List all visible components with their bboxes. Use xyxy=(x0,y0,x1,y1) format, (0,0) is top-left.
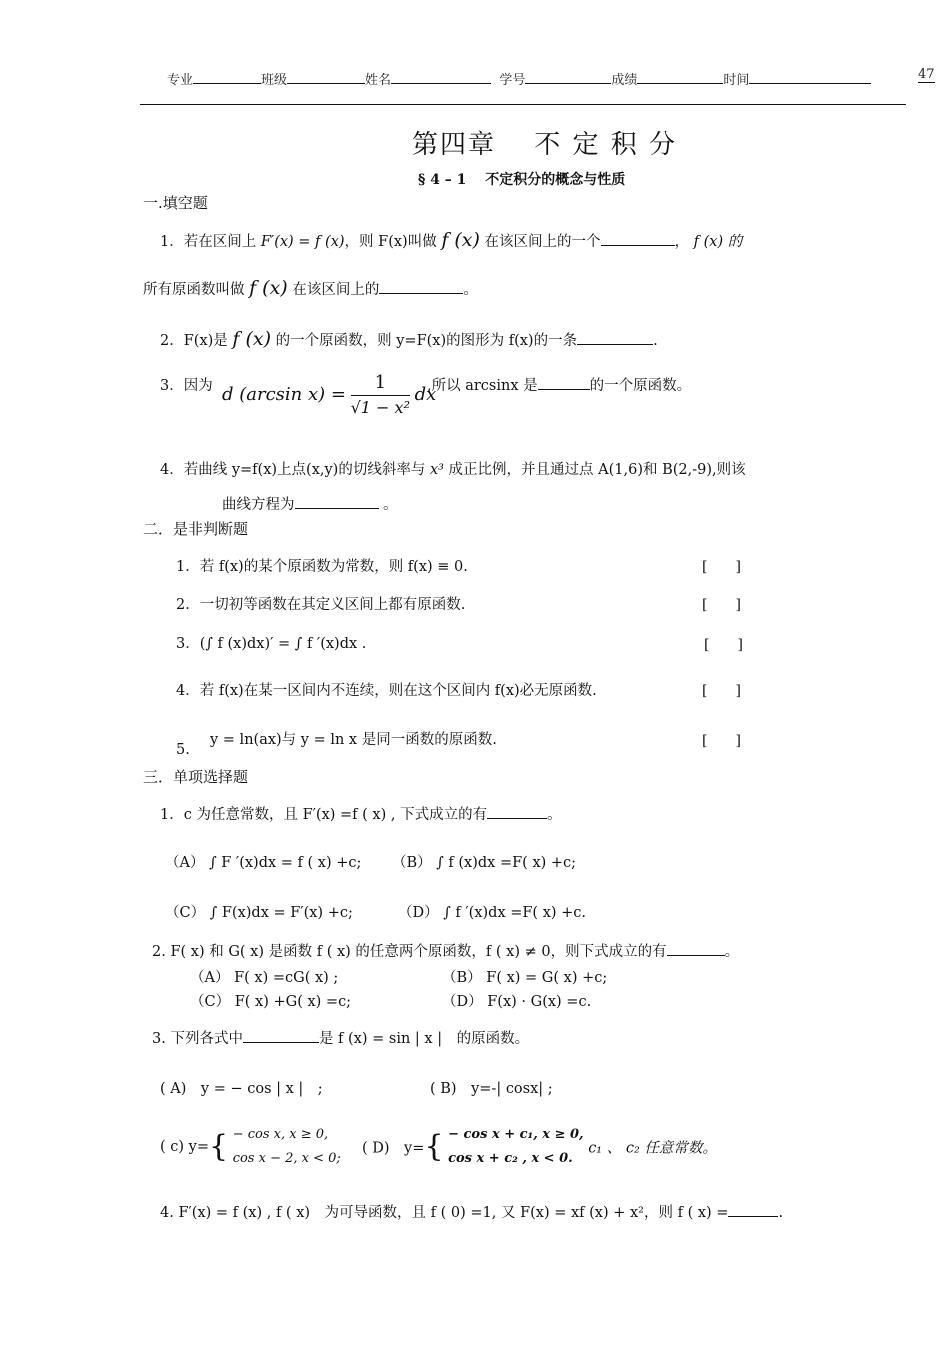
choice-q3-d-tail: c₁ 、 c₂ 任意常数。 xyxy=(588,1140,717,1157)
q3-numerator: 1 xyxy=(351,372,410,396)
fill-question-1-line2 xyxy=(143,277,478,299)
blank-score[interactable] xyxy=(637,69,723,84)
blank-major[interactable] xyxy=(193,69,261,84)
q4-text-b: 成正比例，并且通过点 A(1,6)和 B(2,-9),则该 xyxy=(448,462,746,478)
blank-class[interactable] xyxy=(287,69,365,84)
q2-text-a: 2．F(x)是 xyxy=(160,333,228,349)
section-title: § 4 – 1 不定积分的概念与性质 xyxy=(418,172,626,188)
choice-q1-option-d[interactable]: （D） ∫ f ′(x)dx =F( x) +c. xyxy=(398,905,587,921)
part3-heading: 三．单项选择题 xyxy=(143,768,249,786)
left-brace-icon: { xyxy=(424,1129,444,1164)
q3-text-c: 的一个原函数。 xyxy=(589,378,692,394)
label-major: 专业 xyxy=(167,73,194,88)
q3-lhs: d (arcsin x) = xyxy=(222,384,346,405)
q1-text-e: f (x) 的 xyxy=(693,234,743,250)
judge-item-1: 1．若 f(x)的某个原函数为常数，则 f(x) ≡ 0. xyxy=(176,559,468,575)
blank-name[interactable] xyxy=(391,69,491,84)
judge-bracket-1[interactable]: [ ] xyxy=(702,559,741,575)
q3-fraction xyxy=(351,372,410,417)
choice-q2-end: 。 xyxy=(724,944,740,960)
q1-line2-fx: f (x) xyxy=(249,277,288,299)
q1-text-c: 在该区间上的一个 xyxy=(484,234,601,250)
q2-text-b: 的一个原函数，则 y=F(x)的图形为 f(x)的一条 xyxy=(275,333,578,349)
choice-q1-option-c[interactable]: （C） ∫ F(x)dx = F′(x) +c; xyxy=(165,905,353,921)
choice-q3-option-d[interactable] xyxy=(362,1123,717,1171)
choice-q3-option-a[interactable]: ( A) y = − cos | x | ; xyxy=(160,1081,323,1097)
q1-text-a: 1．若在区间上 xyxy=(160,234,257,250)
judge-bracket-2[interactable]: [ ] xyxy=(702,597,741,613)
choice-question-1 xyxy=(160,803,562,824)
choice-q3-c-case2: cos x − 2, x < 0; xyxy=(232,1151,341,1166)
fill-question-4 xyxy=(160,458,746,479)
choice-q3-text-a: 3. 下列各式中 xyxy=(152,1031,243,1047)
q3-text-b: ,所以 arcsinx 是 xyxy=(427,378,538,394)
q2-blank[interactable] xyxy=(577,330,653,345)
fill-question-3-label: 3．因为 xyxy=(160,378,213,394)
q4-x3: x³ xyxy=(429,462,444,478)
part1-heading: 一.填空题 xyxy=(143,194,208,212)
choice-q1-blank[interactable] xyxy=(487,804,547,819)
q1-fx: f (x) xyxy=(441,229,480,251)
judge-bracket-4[interactable]: [ ] xyxy=(702,683,741,699)
q4-text-a: 4．若曲线 y=f(x)上点(x,y)的切线斜率与 xyxy=(160,462,426,478)
q3-blank[interactable] xyxy=(538,375,590,390)
fill-question-3-formula xyxy=(222,372,436,417)
judge-item-5: y = ln(ax)与 y = ln x 是同一函数的原函数. xyxy=(210,732,497,748)
choice-question-4 xyxy=(160,1201,783,1222)
fill-question-2 xyxy=(160,328,658,350)
q1-line2-b: 在该区间上的 xyxy=(292,282,380,298)
q3-denominator: √1 − x² xyxy=(350,398,410,417)
q4-blank[interactable] xyxy=(295,494,379,509)
choice-q2-option-b[interactable]: （B） F( x) = G( x) +c; xyxy=(442,970,608,986)
judge-bracket-5[interactable]: [ ] xyxy=(702,733,741,749)
q1-line2-a: 所有原函数叫做 xyxy=(143,282,245,298)
choice-q1-option-b[interactable]: （B） ∫ f (x)dx =F( x) +c; xyxy=(392,855,577,871)
choice-q1-option-a[interactable]: （A） ∫ F ′(x)dx = f ( x) +c; xyxy=(165,855,362,871)
judge-item-5-number: 5. xyxy=(176,742,190,758)
label-name: 姓名 xyxy=(365,73,392,88)
choice-question-3 xyxy=(152,1027,529,1048)
choice-q3-d-case2: cos x + c₂ , x < 0. xyxy=(448,1151,573,1166)
left-brace-icon: { xyxy=(209,1129,229,1164)
choice-q3-d-cases xyxy=(448,1123,583,1171)
choice-q3-c-label: ( c) y= xyxy=(160,1139,209,1155)
q2-fx: f (x) xyxy=(232,328,272,350)
judge-bracket-3[interactable]: [ ] xyxy=(704,637,743,653)
q3-dx: dx xyxy=(414,384,437,405)
choice-q3-option-c[interactable] xyxy=(160,1123,341,1171)
judge-item-2: 2．一切初等函数在其定义区间上都有原函数. xyxy=(176,597,466,613)
choice-q3-c-cases xyxy=(233,1123,341,1171)
blank-time[interactable] xyxy=(749,69,871,84)
choice-q3-text-b: 是 f (x) = sin | x | 的原函数。 xyxy=(318,1031,530,1047)
page-number: 47 xyxy=(918,67,935,82)
q1-text-b: ，则 F(x)叫做 xyxy=(344,234,437,250)
label-score: 成绩 xyxy=(611,73,638,88)
q1-formula: F′(x) = f (x) xyxy=(260,234,345,250)
q2-end: . xyxy=(653,333,658,349)
chapter-title: 第四章 不 定 积 分 xyxy=(412,130,678,160)
judge-item-3: 3．(∫ f (x)dx)′ = ∫ f ′(x)dx . xyxy=(176,636,367,652)
header-fields xyxy=(167,69,871,88)
choice-q4-text: 4. F′(x) = f (x) , f ( x) 为可导函数，且 f ( 0) =1, 又 F(x) = xf (x) + x²，则 f ( x) = xyxy=(160,1205,729,1221)
q4-line2: 曲线方程为 xyxy=(222,497,295,513)
q1-line2-end: 。 xyxy=(463,282,478,298)
choice-q2-option-c[interactable]: （C） F( x) +G( x) =c; xyxy=(190,994,352,1010)
q1-blank-2[interactable] xyxy=(379,279,463,294)
choice-q1-text: 1．c 为任意常数，且 F′(x) =f ( x) , 下式成立的有 xyxy=(160,807,488,823)
label-class: 班级 xyxy=(261,73,288,88)
q1-text-d: ， xyxy=(674,234,690,250)
fill-question-1 xyxy=(160,229,742,251)
choice-q3-c-case1: − cos x, x ≥ 0, xyxy=(232,1127,329,1142)
part2-heading: 二．是非判断题 xyxy=(143,520,249,538)
blank-student-id[interactable] xyxy=(525,69,611,84)
choice-q2-text: 2. F( x) 和 G( x) 是函数 f ( x) 的任意两个原函数，f ( x) ≠ 0，则下式成立的有 xyxy=(152,944,667,960)
choice-q4-blank[interactable] xyxy=(728,1202,778,1217)
choice-q3-d-label: ( D) y= xyxy=(362,1140,425,1157)
choice-q2-blank[interactable] xyxy=(667,941,725,956)
header-rule xyxy=(140,104,906,105)
choice-q3-option-b[interactable]: ( B) y=-| cosx| ; xyxy=(430,1081,553,1097)
choice-q1-end: 。 xyxy=(547,807,562,823)
label-student-id: 学号 xyxy=(499,73,526,88)
q4-end: 。 xyxy=(383,497,398,513)
choice-q4-end: . xyxy=(778,1205,784,1221)
choice-q3-blank[interactable] xyxy=(243,1028,319,1043)
fill-question-3-tail xyxy=(427,374,691,395)
choice-q3-d-case1: − cos x + c₁, x ≥ 0, xyxy=(448,1127,584,1142)
choice-q2-option-a[interactable]: （A） F( x) =cG( x) ; xyxy=(190,970,339,986)
q1-blank-1[interactable] xyxy=(601,231,675,246)
label-time: 时间 xyxy=(723,73,750,88)
choice-question-2 xyxy=(152,940,739,961)
judge-item-4: 4．若 f(x)在某一区间内不连续，则在这个区间内 f(x)必无原函数. xyxy=(176,683,597,699)
fill-question-4-line2 xyxy=(222,493,398,514)
choice-q2-option-d[interactable]: （D） F(x) · G(x) =c. xyxy=(442,994,592,1010)
